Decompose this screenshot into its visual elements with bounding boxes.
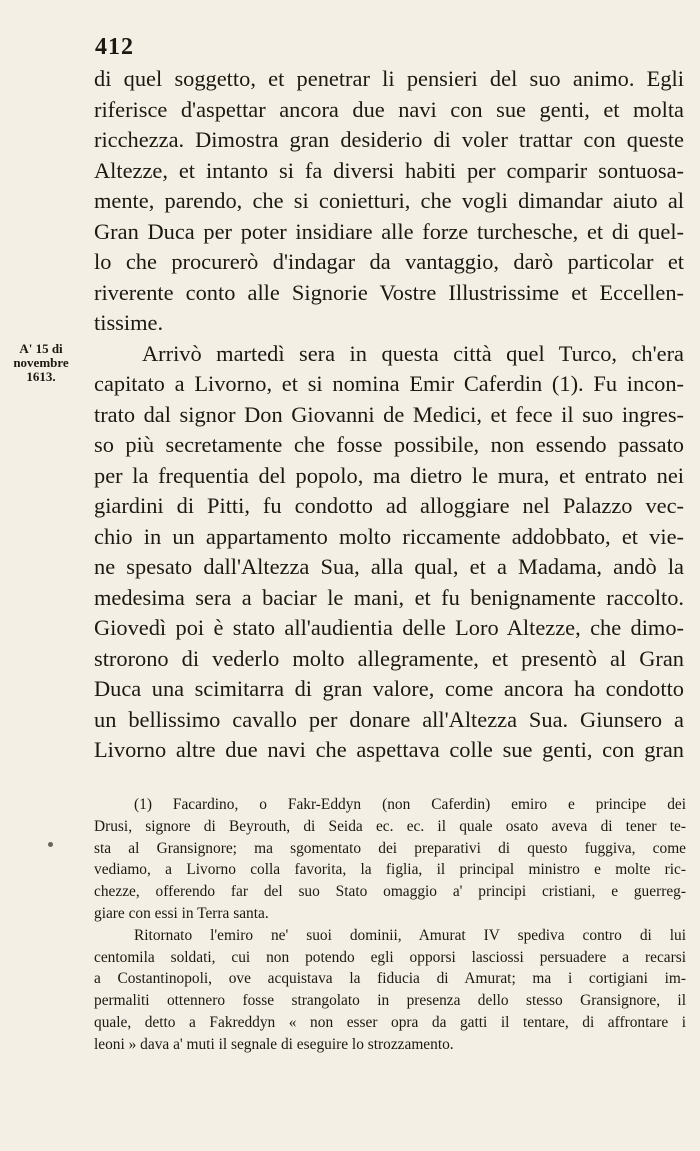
body-line: riferisce d'aspettar ancora due navi con sue genti, et molta bbox=[94, 96, 684, 122]
footnote-line: Drusi, signore di Beyrouth, di Seida ec. ec. il quale osato aveva di tener te- bbox=[94, 817, 686, 835]
body-line: Giovedì poi è stato all'audientia delle Loro Altezze, che dimo- bbox=[94, 615, 684, 640]
footnote-line: sta al Gransignore; ma sgomentato dei preparativi di questo fuggiva, come bbox=[94, 839, 686, 857]
body-line: Livorno altre due navi che aspettava colle sue genti, con gran bbox=[94, 737, 684, 762]
body-line: Arrivò martedì sera in questa città quel Turco, ch'era bbox=[142, 340, 684, 366]
footnote-line: chezze, offerendo far del suo Stato omaggio a' principi cristiani, e guerreg- bbox=[94, 883, 686, 901]
footnote-line: Ritornato l'emiro ne' suoi dominii, Amurat IV spediva contro di lui bbox=[134, 926, 686, 944]
footnote-line: (1) Facardino, o Fakr-Eddyn (non Caferdin) emiro e principe dei bbox=[134, 796, 686, 813]
body-line: lo che procurerò d'indagar da vantaggio, darò particolar et bbox=[94, 249, 684, 274]
body-line: chio in un appartamento molto riccamente addobbato, et vie- bbox=[94, 523, 684, 549]
footnote-line: permaliti ottennero fosse strangolato in presenza dello stesso Gransignore, il bbox=[94, 992, 686, 1010]
body-line: capitato a Livorno, et si nomina Emir Caferdin (1). Fu incon- bbox=[94, 371, 684, 396]
margin-date-note bbox=[2, 342, 80, 384]
footnote-line: leoni » dava a' muti il segnale di eseguire lo strozzamento. bbox=[94, 1035, 454, 1053]
footnote-line: giare con essi in Terra santa. bbox=[94, 904, 269, 922]
footnote-line: centomila soldati, cui non potendo egli opporsi lasciossi persuadere a recarsi bbox=[94, 948, 686, 966]
margin-note-line: 1613. bbox=[26, 369, 56, 384]
footnotes bbox=[94, 794, 686, 1056]
footnote-line: a Costantinopoli, ove acquistava la fiducia di Amurat; ma i cortigiani im- bbox=[94, 970, 686, 988]
body-line: un bellissimo cavallo per donare all'Altezza Sua. Giunsero a bbox=[94, 706, 684, 732]
speck bbox=[48, 842, 53, 847]
body-line: per la frequentia del popolo, ma dietro le mura, et entrato nei bbox=[94, 462, 684, 488]
body-line: ricchezza. Dimostra gran desiderio di voler trattar con queste bbox=[94, 127, 684, 152]
body-line: ne spesato dall'Altezza Sua, alla qual, et a Madama, andò la bbox=[94, 554, 684, 579]
margin-note-line: novembre bbox=[13, 355, 69, 370]
body-line: Gran Duca per poter insidiare alle forze turchesche, et di quel- bbox=[94, 218, 684, 244]
body-line: di quel soggetto, et penetrar li pensieri del suo animo. Egli bbox=[94, 66, 684, 91]
body-line: medesima sera a baciar le mani, et fu benignamente raccolto. bbox=[94, 584, 684, 610]
body-line: Altezze, et intanto si fa diversi habiti per comparir sontuosa- bbox=[94, 157, 684, 183]
body-line: strorono di vederlo molto allegramente, et presentò al Gran bbox=[94, 645, 684, 671]
body-line: riverente conto alle Signorie Vostre Illustrissime et Eccellen- bbox=[94, 279, 684, 305]
footnote-line: vediamo, a Livorno colla favorita, la figlia, il principal ministro e molte ric- bbox=[94, 861, 686, 879]
body-line: so più secretamente che fosse possibile, non essendo passato bbox=[94, 432, 684, 457]
body-line: tissime. bbox=[94, 310, 164, 335]
margin-note-line: A' 15 di bbox=[19, 341, 63, 356]
body-text bbox=[94, 64, 684, 766]
footnote-line: quale, detto a Fakreddyn « non esser opra da gatti il tentare, di affrontare i bbox=[94, 1013, 686, 1031]
body-line: mente, parendo, che si conietturi, che vogli dimandar aiuto al bbox=[94, 188, 684, 213]
body-line: trato dal signor Don Giovanni de Medici, et fece il suo ingres- bbox=[94, 401, 684, 427]
body-line: Duca una scimitarra di gran valore, come ancora ha condotto bbox=[94, 676, 684, 701]
page-number: 412 bbox=[95, 34, 134, 60]
body-line: giardini di Pitti, fu condotto ad alloggiare nel Palazzo vec- bbox=[94, 493, 684, 518]
